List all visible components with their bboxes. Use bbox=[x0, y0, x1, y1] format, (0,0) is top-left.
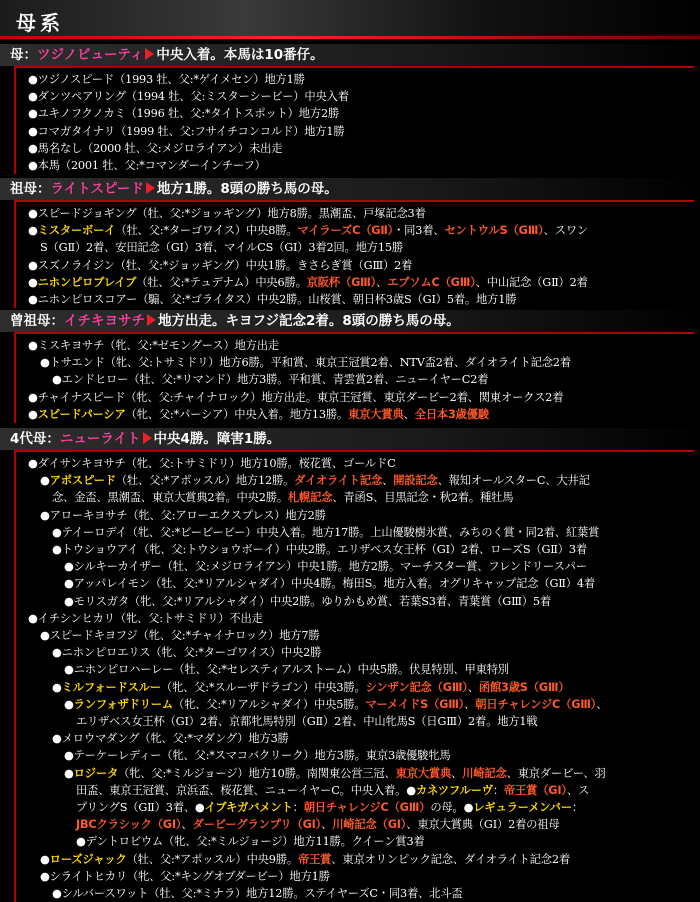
triangle-arrow-icon bbox=[146, 182, 155, 194]
entry-text: ●ダンツペアリング（1994 牡、父:ミスターシービー）中央入着 bbox=[28, 90, 349, 104]
entry-text: 念、金盃、黒潮盃、東京大賞典2着。中央2勝。 bbox=[52, 491, 288, 505]
entry-text: ● bbox=[28, 275, 38, 289]
entry-text: 、 bbox=[464, 697, 476, 711]
entry-text: ●ニホンピロエリス（牝、父:*ターゴワイス）中央2勝 bbox=[52, 646, 322, 660]
entry-text: 、 bbox=[467, 680, 479, 694]
entry-text: ●ミスキヨサチ（牝、父:*ゼモングース）地方出走 bbox=[28, 339, 279, 352]
entry-text: 、スワン bbox=[543, 224, 589, 238]
entry-text: ●テイーロデイ（牝、父:*ビービービー）中央入着。地方17勝。上山優駿樹氷賞、みちのく賞・同2着、紅葉賞 bbox=[52, 525, 600, 539]
entry-text: の母。● bbox=[430, 801, 474, 815]
entry-text: ●イチシンヒカリ（牝、父:トサミドリ）不出走 bbox=[28, 611, 263, 625]
heading-summary: 中央4勝。障害1勝。 bbox=[153, 431, 281, 447]
page-header bbox=[0, 0, 700, 38]
pedigree-entry bbox=[28, 354, 694, 371]
pedigree-entry bbox=[28, 833, 694, 850]
pedigree-entry bbox=[28, 274, 694, 291]
entry-text: S（GⅡ）2着、安田記念（GⅠ）3着、マイルCS（GⅠ）3着2回。地方15勝 bbox=[40, 241, 403, 255]
pedigree-entry bbox=[28, 507, 694, 524]
entry-text: エリザベス女王杯（GⅠ）2着、京都牝馬特別（GⅡ）2着、中山牝馬S（日GⅢ）2着。地方1戦 bbox=[76, 715, 538, 729]
entry-text: 、東京大賞典（GⅠ）2着の祖母 bbox=[406, 818, 560, 832]
entry-text: ●スピードキヨフジ（牝、父:*チャイナロック）地方7勝 bbox=[40, 629, 320, 643]
heading-prefix: 母： bbox=[10, 47, 37, 63]
entry-text: ● bbox=[28, 407, 38, 421]
notable-horse-name: ランフォザドリーム bbox=[73, 697, 173, 711]
section-fourth-dam bbox=[0, 428, 700, 902]
pedigree-entry bbox=[28, 257, 694, 274]
page-title: 母系 bbox=[16, 11, 64, 35]
section-body bbox=[14, 66, 694, 174]
graded-race-win: 全日本3歳優駿 bbox=[414, 407, 489, 421]
entry-continuation bbox=[28, 816, 694, 833]
pedigree-entry bbox=[28, 140, 694, 157]
pedigree-entry bbox=[28, 730, 694, 747]
pedigree-entry bbox=[28, 851, 694, 868]
heading-horse-name: ニューライト bbox=[59, 431, 141, 447]
section-heading bbox=[0, 44, 700, 66]
header-stripe bbox=[0, 36, 700, 39]
heading-summary: 地方出走。キヨフジ記念2着。8頭の勝ち馬の母。 bbox=[158, 313, 460, 329]
graded-race-win: セントウルS（GⅢ） bbox=[444, 224, 544, 238]
entry-text: 、 bbox=[451, 766, 463, 780]
notable-horse-name: スピードパーシア bbox=[37, 407, 126, 421]
entry-text: ●エンドヒロー（牡、父:*リマンド）地方3勝。平和賞、青雲賞2着、ニューイヤーC2着 bbox=[52, 373, 489, 387]
entry-text: ●ニホンピロハーレー（牡、父:*セレスティアルストーム）中央5勝。伏見特別、甲東特別 bbox=[64, 663, 509, 677]
pedigree-entry bbox=[28, 291, 694, 308]
pedigree-entry bbox=[28, 105, 694, 122]
entry-text: ●シライトヒカリ（牝、父:*キングオブダービー）地方1勝 bbox=[40, 869, 330, 883]
entry-text: ● bbox=[40, 474, 50, 488]
notable-horse-name: ミスターボーイ bbox=[37, 224, 116, 238]
entry-continuation bbox=[28, 799, 694, 816]
graded-race-win: 札幌記念 bbox=[287, 491, 333, 505]
pedigree-entry bbox=[28, 337, 694, 354]
entry-text: ●ユキノフクノカミ（1996 牡、父:*タイトスポット）地方2勝 bbox=[28, 107, 340, 121]
pedigree-entry bbox=[28, 627, 694, 644]
section-body bbox=[14, 200, 694, 308]
pedigree-entry bbox=[28, 389, 694, 406]
entry-text: ● bbox=[64, 766, 74, 780]
graded-race-win: 帝王賞（GⅠ） bbox=[503, 783, 567, 797]
triangle-arrow-icon bbox=[147, 314, 156, 326]
heading-prefix: 祖母： bbox=[10, 181, 51, 197]
entry-text: ●馬名なし（2000 牡、父:メジロライアン）未出走 bbox=[28, 141, 283, 155]
graded-race-win: 函館3歳S（GⅢ） bbox=[478, 680, 570, 694]
graded-race-win: 川崎記念 bbox=[462, 766, 507, 780]
entry-text: 、 bbox=[596, 697, 608, 711]
entry-text: （牝、父:*ミルジョージ）地方10勝。南関東公営三冠、 bbox=[118, 766, 396, 780]
entry-text: ●ダイサンキヨサチ（牝、父:トサミドリ）地方10勝。桜花賞、ゴールドC bbox=[28, 457, 396, 470]
notable-horse-name: イブキガバメント bbox=[204, 801, 293, 815]
entry-text: ● bbox=[28, 224, 38, 238]
entry-text: 、青函S、目黒記念・秋2着。種牡馬 bbox=[332, 491, 514, 505]
pedigree-entry bbox=[28, 123, 694, 140]
notable-horse-name: レギュラーメンバー bbox=[473, 801, 572, 815]
heading-summary: 中央入着。本馬は10番仔。 bbox=[156, 47, 324, 63]
entry-text: 、 bbox=[181, 818, 193, 832]
pedigree-entry bbox=[28, 472, 694, 489]
pedigree-entry bbox=[28, 406, 694, 423]
pedigree-entry bbox=[28, 765, 694, 782]
entry-text: ●シルキーカイザー（牡、父:メジロライアン）中央1勝。地方2勝。マーチスター賞、フレンドリースパー bbox=[64, 560, 587, 574]
graded-race-win: 帝王賞 bbox=[297, 852, 332, 866]
notable-horse-name: ニホンピロブレイブ bbox=[37, 275, 137, 289]
entry-text: 、報知オールスターC、大井記 bbox=[437, 474, 590, 488]
entry-text: ●スズノライジン（牡、父:*ジョッギング）中央1勝。きさらぎ賞（GⅢ）2着 bbox=[28, 258, 413, 272]
entry-text: （牡、父:*アポッスル）地方12勝。 bbox=[115, 474, 295, 488]
notable-horse-name: ローズジャック bbox=[49, 852, 127, 866]
entry-text: （牝、父:*リアルシャダイ）中央5勝。 bbox=[172, 697, 366, 711]
entry-text: ●トサエンド（牝、父:トサミドリ）地方6勝。平和賞、東京王冠賞2着、NTV盃2着、ダイオライト記念2着 bbox=[40, 356, 571, 370]
entry-text: 、ス bbox=[566, 783, 590, 797]
pedigree-entry bbox=[28, 88, 694, 105]
entry-text: ●シルバースワット（牡、父:*ミナラ）地方12勝。ステイヤーズC・同3着、北斗盃 bbox=[52, 887, 463, 901]
heading-horse-name: ライトスピード bbox=[50, 181, 144, 197]
graded-race-win: 朝日チャレンジC（GⅢ） bbox=[475, 697, 597, 711]
entry-continuation bbox=[28, 239, 694, 256]
graded-race-win: 東京大賞典 bbox=[348, 407, 404, 421]
graded-race-win: JBCクラシック（GⅠ） bbox=[76, 818, 182, 832]
entry-text: ●スピードジョギング（牡、父:*ジョッギング）地方8勝。黒潮盃、戸塚記念3着 bbox=[28, 207, 426, 220]
entry-text: プリングS（GⅡ）3着、● bbox=[76, 801, 205, 815]
entry-text: ● bbox=[64, 697, 74, 711]
entry-text: ●コマガタイナリ（1999 牡、父:フサイチコンコルド）地方1勝 bbox=[28, 124, 345, 138]
pedigree-entry bbox=[28, 524, 694, 541]
graded-race-win: ダイオライト記念 bbox=[294, 474, 383, 488]
entry-text: ●アッパレイモン（牡、父:*リアルシャダイ）中央4勝。梅田S。地方入着。オグリキャップ記念（GⅡ）4着 bbox=[64, 577, 595, 591]
section-dam bbox=[0, 44, 700, 174]
entry-text: ●本馬（2001 牡、父:*コマンダーインチーフ） bbox=[28, 159, 266, 173]
graded-race-win: ダービーグランプリ（GⅠ） bbox=[192, 818, 322, 832]
section-great-granddam bbox=[0, 310, 700, 423]
pedigree-entry bbox=[28, 661, 694, 678]
entry-text: （牝、父:*スルーザドラゴン）中央3勝。 bbox=[160, 680, 366, 694]
section-heading bbox=[0, 178, 700, 200]
graded-race-win: シンザン記念（GⅢ） bbox=[365, 680, 468, 694]
entry-text: 、 bbox=[403, 407, 415, 421]
triangle-arrow-icon bbox=[143, 432, 152, 444]
notable-horse-name: カネツフルーヴ bbox=[415, 783, 493, 797]
entry-text: 、中山記念（GⅡ）2着 bbox=[475, 275, 588, 289]
heading-horse-name: ツジノビューティ bbox=[37, 47, 144, 63]
graded-race-win: 東京大賞典 bbox=[395, 766, 452, 780]
section-body bbox=[14, 450, 694, 902]
graded-race-win: マイラーズC（GⅡ） bbox=[297, 224, 394, 238]
graded-race-win: 京阪杯（GⅢ） bbox=[306, 275, 377, 289]
entry-text: （牝、父:*パーシア）中央入着。地方13勝。 bbox=[125, 407, 349, 421]
entry-continuation bbox=[28, 489, 694, 506]
entry-continuation bbox=[28, 713, 694, 730]
entry-text: 、 bbox=[382, 474, 394, 488]
entry-text: 、 bbox=[321, 818, 333, 832]
pedigree-entry bbox=[28, 541, 694, 558]
graded-race-win: マーメイドS（GⅢ） bbox=[365, 697, 465, 711]
entry-text: ・同3着、 bbox=[393, 224, 445, 238]
graded-race-win: 川崎記念（GⅠ） bbox=[332, 818, 407, 832]
pedigree-entry bbox=[28, 679, 694, 696]
pedigree-entry bbox=[28, 222, 694, 239]
entry-text: ： bbox=[292, 801, 304, 815]
entry-text: ： bbox=[571, 801, 583, 815]
entry-text: ●トウショウアイ（牝、父:トウショウボーイ）中央2勝。エリザベス女王杯（GⅠ）2着、ローズS（GⅡ）3着 bbox=[52, 543, 587, 557]
entry-text: （牡、父:*テュデナム）中央6勝。 bbox=[136, 275, 307, 289]
pedigree-entry bbox=[28, 696, 694, 713]
pedigree-entry bbox=[28, 157, 694, 174]
heading-prefix: 曾祖母： bbox=[10, 313, 64, 329]
pedigree-entry bbox=[28, 71, 694, 88]
pedigree-entry bbox=[28, 558, 694, 575]
heading-summary: 地方1勝。8頭の勝ち馬の母。 bbox=[156, 181, 338, 197]
triangle-arrow-icon bbox=[145, 48, 154, 60]
pedigree-entry bbox=[28, 747, 694, 764]
entry-text: 、東京ダービー、羽 bbox=[506, 766, 606, 780]
entry-text: ●ツジノスピード（1993 牡、父:*ゲイメセン）地方1勝 bbox=[28, 73, 305, 86]
pedigree-entry bbox=[28, 205, 694, 222]
notable-horse-name: ロジータ bbox=[73, 766, 119, 780]
entry-text: ●テーケーレディー（牝、父:*スマコバクリーク）地方3勝。東京3歳優駿牝馬 bbox=[64, 749, 451, 763]
entry-text: ●チャイナスピード（牝、父:チャイナロック）地方出走。東京王冠賞、東京ダービー2着、関東オークス2着 bbox=[28, 390, 564, 404]
entry-text: ● bbox=[52, 680, 62, 694]
entry-text: （牡、父:*アポッスル）中央9勝。 bbox=[126, 852, 298, 866]
pedigree-entry bbox=[28, 868, 694, 885]
entry-text: ●ニホンピロスコアー（騸、父:*ゴライタス）中央2勝。山桜賞、朝日杯3歳S（GⅠ）5着。地方1勝 bbox=[28, 293, 517, 307]
pedigree-entry bbox=[28, 885, 694, 902]
pedigree-entry bbox=[28, 593, 694, 610]
pedigree-entry bbox=[28, 610, 694, 627]
section-heading bbox=[0, 428, 700, 450]
entry-text: ●モリスガタ（牝、父:*リアルシャダイ）中央2勝。ゆりかもめ賞、若葉S3着、青葉賞（GⅢ）5着 bbox=[64, 594, 552, 608]
entry-text: ● bbox=[40, 852, 50, 866]
graded-race-win: 開設記念 bbox=[393, 474, 438, 488]
pedigree-entry bbox=[28, 644, 694, 661]
notable-horse-name: ミルフォードスルー bbox=[61, 680, 161, 694]
graded-race-win: エプソムC（GⅢ） bbox=[387, 275, 476, 289]
entry-text: 田盃、東京王冠賞、京浜盃、桜花賞、ニューイヤーC。中央入着。● bbox=[76, 783, 416, 797]
entry-text: （牡、父:*ターゴワイス）中央8勝。 bbox=[115, 224, 298, 238]
section-body bbox=[14, 332, 694, 423]
notable-horse-name: アポスピード bbox=[49, 474, 116, 488]
section-granddam bbox=[0, 178, 700, 308]
entry-text: ： bbox=[492, 783, 504, 797]
entry-text: ●メロウマダング（牝、父:*マダング）地方3勝 bbox=[52, 732, 289, 746]
entry-text: 、 bbox=[376, 275, 388, 289]
entry-text: ●アローキヨサチ（牝、父:アローエクスプレス）地方2勝 bbox=[40, 508, 326, 522]
pedigree-entry bbox=[28, 371, 694, 388]
entry-text: ●デントロビウム（牝、父:*ミルジョージ）地方11勝。クイーン賞3着 bbox=[76, 835, 425, 849]
pedigree-entry bbox=[28, 575, 694, 592]
heading-prefix: 4代母： bbox=[10, 431, 60, 447]
section-heading bbox=[0, 310, 700, 332]
entry-text: 、東京オリンピック記念、ダイオライト記念2着 bbox=[331, 852, 570, 866]
pedigree-entry bbox=[28, 455, 694, 472]
heading-horse-name: イチキヨサチ bbox=[64, 313, 145, 329]
graded-race-win: 朝日チャレンジC（GⅢ） bbox=[303, 801, 431, 815]
entry-continuation bbox=[28, 782, 694, 799]
